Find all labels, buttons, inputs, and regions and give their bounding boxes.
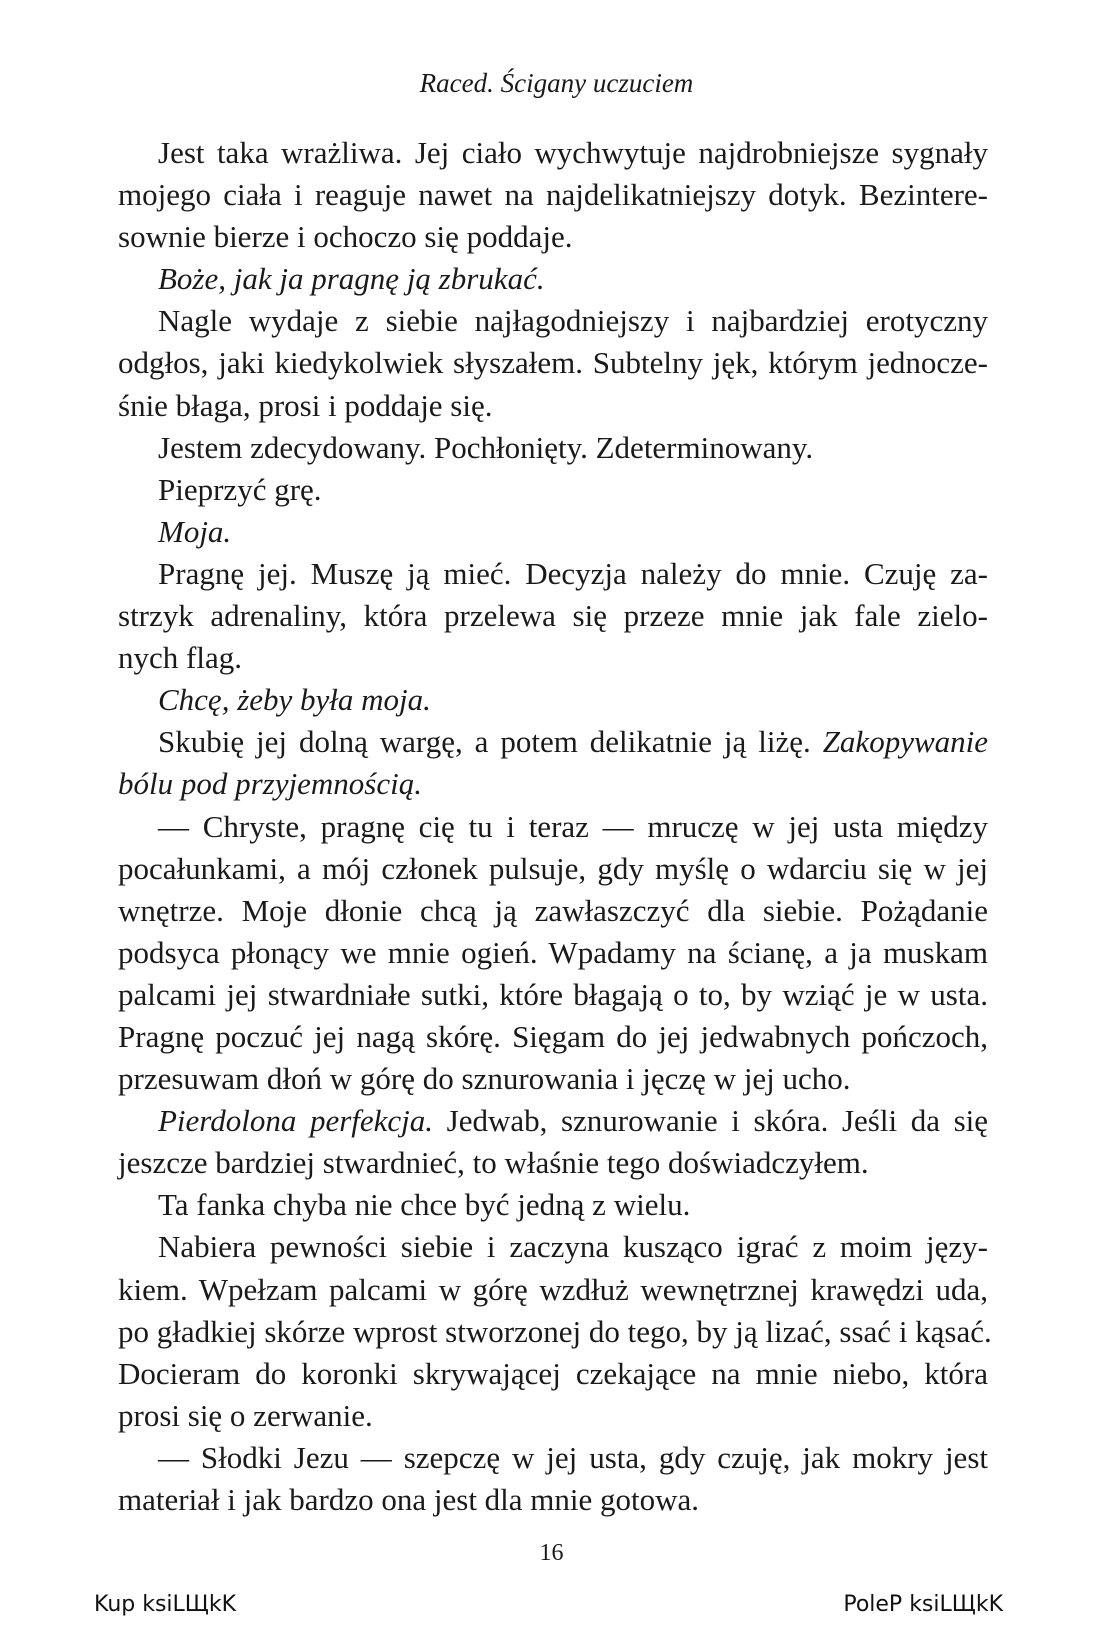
text-line: podsyca płonący we mnie ogień. Wpadamy na ścianę, a ja muskam: [118, 934, 988, 970]
text-line: mojego ciała i reaguje nawet na najdelikatniejszy dotyk. Bezintere-: [118, 177, 988, 213]
text-line: Pragnę jej. Muszę ją mieć. Decyzja należy do mnie. Czuję za-: [158, 555, 988, 591]
text-line: Skubię jej dolną wargę, a potem delikatnie ją liżę. Zakopywanie: [158, 724, 988, 760]
book-page-body: [118, 132, 992, 1521]
text-line: Ta fanka chyba nie chce być jedną z wielu.: [158, 1187, 691, 1223]
text-line: przesuwam dłoń w górę do sznurowania i jęczę w jej ucho.: [118, 1061, 851, 1097]
text-line: Chcę, żeby była moja.: [158, 682, 431, 718]
text-line: odgłos, jaki kiedykolwiek słyszałem. Subtelny jęk, którym jednocze-: [118, 345, 988, 381]
text-line: Moja.: [158, 513, 232, 549]
text-line: Jest taka wrażliwa. Jej ciało wychwytuje najdrobniejsze sygnały: [158, 135, 988, 170]
text-line: nych flag.: [118, 640, 242, 676]
text-line: jeszcze bardziej stwardnieć, to właśnie tego doświadczyłem.: [118, 1145, 869, 1181]
text-line: Pragnę poczuć jej nagą skórę. Sięgam do jej jedwabnych pończoch,: [118, 1018, 988, 1054]
text-line: Jestem zdecydowany. Pochłonięty. Zdeterminowany.: [158, 429, 814, 465]
text-line: strzyk adrenaliny, która przelewa się przeze mnie jak fale zielo-: [118, 598, 988, 634]
text-line: Nabiera pewności siebie i zaczyna kusząco igrać z moim języ-: [158, 1229, 988, 1265]
buy-book-link[interactable]: Kup ksiLЩkK: [94, 1592, 237, 1617]
running-header: Raced. Ścigany uczuciem: [419, 68, 694, 98]
text-line: palcami jej stwardniałe sutki, które błagają o to, by wziąć je w usta.: [118, 976, 988, 1012]
text-line: po gładkiej skórze wprost stworzonej do tego, by ją lizać, ssać i kąsać.: [118, 1313, 992, 1349]
text-line: Boże, jak ja pragnę ją zbrukać.: [158, 261, 545, 297]
text-line: sownie bierze i ochoczo się poddaje.: [118, 219, 573, 255]
text-line: śnie błaga, prosi i poddaje się.: [118, 387, 493, 423]
rate-book-link[interactable]: PoleP ksiLЩkK: [843, 1592, 1003, 1617]
text-line: pocałunkami, a mój członek pulsuje, gdy myślę o wdarciu się w jej: [118, 850, 988, 886]
text-line: — Słodki Jezu — szepczę w jej usta, gdy czuję, jak mokry jest: [158, 1439, 988, 1475]
text-line: wnętrze. Moje dłonie chcą ją zawłaszczyć dla siebie. Pożądanie: [118, 892, 988, 928]
text-line: bólu pod przyjemnością.: [118, 766, 422, 802]
text-line: Docieram do koronki skrywającej czekające na mnie niebo, która: [118, 1355, 988, 1391]
text-line: — Chryste, pragnę cię tu i teraz — mruczę w jej usta między: [158, 808, 988, 844]
text-line: prosi się o zerwanie.: [118, 1397, 373, 1433]
page-number: 16: [539, 1540, 564, 1566]
text-line: Pierdolona perfekcja. Jedwab, sznurowanie i skóra. Jeśli da się: [158, 1103, 988, 1139]
text-line: Nagle wydaje z siebie najłagodniejszy i najbardziej erotyczny: [158, 303, 988, 339]
text-line: Pieprzyć grę.: [158, 471, 322, 507]
text-line: materiał i jak bardzo ona jest dla mnie gotowa.: [118, 1482, 700, 1517]
text-line: kiem. Wpełzam palcami w górę wzdłuż wewnętrznej krawędzi uda,: [118, 1271, 988, 1307]
